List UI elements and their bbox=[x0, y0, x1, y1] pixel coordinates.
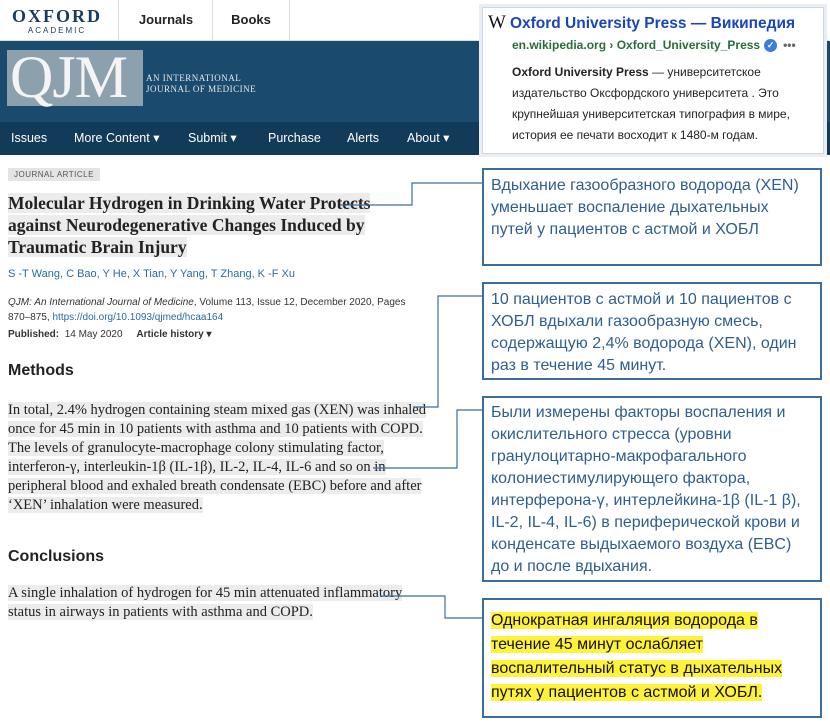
methods-heading: Methods bbox=[8, 362, 74, 379]
callout-methods-participants: 10 пациентов с астмой и 10 пациентов с ХОБЛ вдыхали газообразную смесь, содержащую 2,4% водорода (XEN), один раз в течение 45 минут. bbox=[482, 282, 822, 380]
wiki-result-title[interactable] bbox=[488, 12, 795, 34]
citation-journal: QJM: An International Journal of Medicine bbox=[8, 297, 194, 308]
logo-main: OXFORD bbox=[12, 6, 102, 26]
nav-purchase[interactable]: Purchase bbox=[268, 131, 321, 145]
nav-books[interactable]: Books bbox=[212, 0, 290, 40]
logo-sub: ACADEMIC bbox=[27, 26, 87, 35]
callout-summary: Вдыхание газообразного водорода (XEN) уменьшает воспаление дыхательных путей у пациентов с астмой и ХОБЛ bbox=[482, 168, 822, 266]
nav-journals[interactable]: Journals bbox=[118, 0, 213, 40]
qjm-logo[interactable]: QJM bbox=[10, 44, 128, 110]
wikipedia-icon: W bbox=[488, 12, 506, 33]
wiki-description bbox=[512, 62, 818, 146]
wiki-desc-text: — университетское издательство Оксфордского университета . Это крупнейшая университетская типография в мире, история ее печати восходит к 1480-м годам. bbox=[512, 65, 790, 142]
wiki-desc-bold: Oxford University Press bbox=[512, 65, 649, 79]
journal-subtitle-line1: AN INTERNATIONAL bbox=[146, 73, 242, 83]
published-date: 14 May 2020 bbox=[64, 329, 123, 340]
connector-line-3 bbox=[373, 410, 484, 468]
wiki-url-path: › Oxford_University_Press bbox=[606, 38, 761, 52]
nav-about[interactable]: About ▾ bbox=[407, 131, 450, 145]
article-title-text: Molecular Hydrogen in Drinking Water Protects against Neurodegenerative Changes Induced by Traumatic Brain Injury bbox=[8, 193, 371, 257]
callout-methods-measurements: Были измерены факторы воспаления и окислительного стресса (уровни гранулоцитарно-макрофагального колониестимулирующего фактора, интерферона-γ, интерлейкина-1β (IL-1 β), IL-2, IL-4, IL-6) в периферической крови и конденсате выдыхаемого воздуха (EBC) до и после вдыхания. bbox=[482, 396, 822, 582]
wiki-title-text: Oxford University Press — Википедия bbox=[509, 15, 796, 32]
verified-icon: ✓ bbox=[764, 39, 777, 52]
journal-subtitle-line2: JOURNAL OF MEDICINE bbox=[146, 84, 257, 94]
callout-conclusion-text: Однократная ингаляция водорода в течение 45 минут ослабляет воспалительный статус в дыхательных путях у пациентов с астмой и ХОБЛ. bbox=[491, 612, 783, 701]
conclusions-heading: Conclusions bbox=[8, 548, 105, 565]
conclusions-text-body: A single inhalation of hydrogen for 45 min attenuated inflammatory status in airways in patients with asthma and COPD. bbox=[8, 585, 403, 620]
published-label: Published: bbox=[8, 329, 60, 340]
article-authors[interactable]: S -T Wang, C Bao, Y He, X Tian, Y Yang, T Zhang, K -F Xu bbox=[8, 268, 295, 280]
doi-link[interactable]: https://doi.org/10.1093/qjmed/hcaa164 bbox=[52, 312, 224, 323]
nav-more-content[interactable]: More Content ▾ bbox=[74, 131, 160, 145]
citation-details: , Volume 113, Issue 12, December 2020, Pages 870–875, bbox=[8, 297, 406, 323]
nav-alerts[interactable]: Alerts bbox=[347, 131, 379, 145]
connector-line-2 bbox=[413, 296, 484, 407]
nav-issues[interactable]: Issues bbox=[11, 131, 48, 145]
connector-line-4 bbox=[380, 596, 484, 618]
article-type-badge: JOURNAL ARTICLE bbox=[8, 168, 100, 181]
article-history-toggle[interactable]: Article history ▾ bbox=[136, 329, 212, 340]
methods-text-body: In total, 2.4% hydrogen containing steam mixed gas (XEN) was inhaled once for 45 min in 10 patients with asthma and 10 patients with COPD. The levels of granulocyte-macrophage colony stimulating factor, interferon-γ, interleukin-1β (IL-1β), IL-2, IL-4, IL-6 and so on in peripheral blood and exhaled breath condensate (EBC) before and after ‘XEN’ inhalation were measured. bbox=[8, 402, 426, 513]
wiki-url[interactable] bbox=[512, 38, 796, 52]
nav-submit[interactable]: Submit ▾ bbox=[188, 131, 237, 145]
more-options-icon[interactable]: ••• bbox=[783, 38, 796, 52]
connector-line-1 bbox=[340, 183, 484, 205]
wiki-url-domain: en.wikipedia.org bbox=[512, 38, 607, 52]
callout-conclusion bbox=[482, 598, 822, 718]
